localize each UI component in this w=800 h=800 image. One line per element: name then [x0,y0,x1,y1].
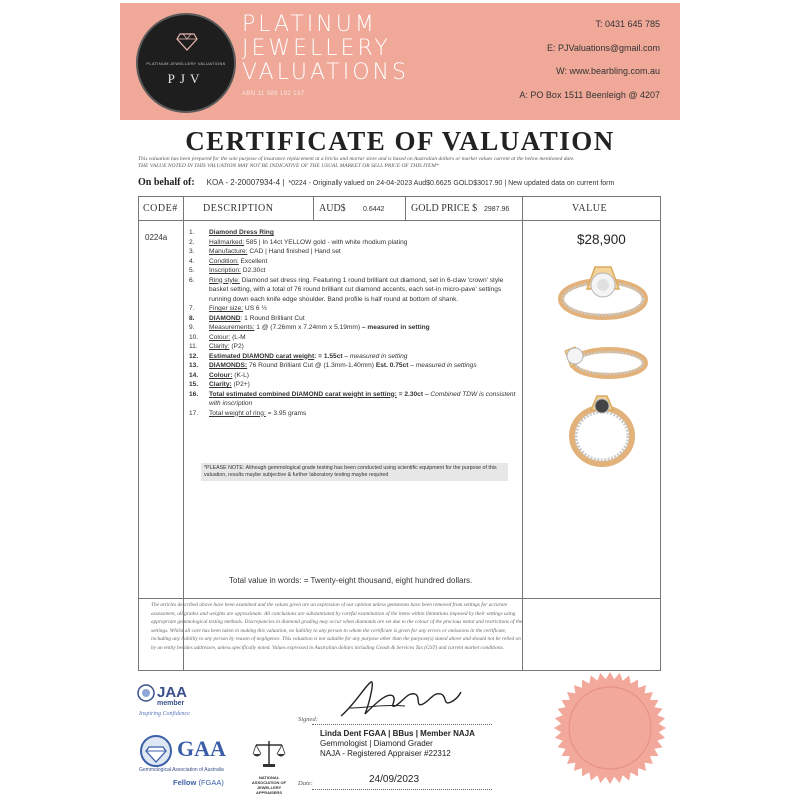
date-line [312,789,492,790]
item-label: Manufacture: [209,248,248,255]
contact-details [519,13,660,107]
divider [183,197,184,670]
gaa-fellow [173,778,224,787]
item-label: Ring style: [209,276,240,284]
list-item [189,247,519,257]
col-aud-value: 0.6442 [363,206,385,213]
item-label: DIAMOND [209,314,241,322]
contact-email: E: PJValuations@gmail.com [546,42,660,53]
list-item [189,390,519,409]
abn: ABN 11 589 192 137 [242,91,305,97]
signer-details [320,729,475,759]
list-item [189,371,519,381]
gaa-emblem-icon [139,734,173,768]
item-label: DIAMONDS: [209,362,248,369]
item-text: = 2.30ct [396,390,424,398]
item-text: 1 @ (7.26mm x 7.24mm x 5.19mm) [254,324,362,331]
list-item [189,352,519,362]
list-item [189,409,519,419]
item-label: Total estimated combined DIAMOND carat weight in setting: [209,390,397,398]
disclaimer-line-2: THE VALUE NOTED IN THIS VALUATION MAY NOT BE INDICATIVE OF THE USUAL MARKET OR SELL PRICE OF THIS ITEM* [138,163,439,169]
item-text: US 6 ½ [243,305,267,312]
logo-initials: PJV [167,71,205,86]
disclaimer [138,156,668,170]
gaa-fellow-label: Fellow [173,778,197,787]
list-item [189,304,519,314]
item-note: – measured in setting [342,352,408,360]
jaa-globe-icon [137,684,155,702]
item-number: 10. [189,333,199,341]
list-item [189,342,519,352]
certificate-seal [550,668,670,788]
signature-line [312,724,492,725]
list-item [189,266,519,276]
scales-icon [252,738,286,768]
item-label: Clarity: [209,343,230,350]
naja-logo [246,738,292,795]
gaa-text: GAA [177,736,226,761]
behalf-note: *0224 - Originally valued on 24-04-2023 Aud$0.6625 GOLD$3017.90 | New updated data on current form [288,180,615,187]
signature [335,674,465,724]
list-item [189,228,519,238]
item-number: 15. [189,381,199,388]
item-text: (P2+) [231,381,250,388]
item-description-list [189,228,519,418]
brand-name [242,13,409,85]
item-text: : 1 Round Brilliant Cut [240,314,305,322]
item-number: 11. [189,343,198,350]
col-code: CODE# [143,203,178,214]
list-item [189,361,519,371]
brand-line-3: VALUATIONS [242,60,409,85]
item-text: 585 | In 14ct YELLOW gold - with white rhodium plating [244,238,408,246]
col-description: DESCRIPTION [203,203,274,214]
signer-registration: NAJA - Registered Appraiser #22312 [320,749,451,758]
item-text: (P2) [229,343,244,350]
item-text: 76 Round Brilliant Cut @ (1.3mm-1.40mm) [247,362,376,369]
item-label: Condition: [209,257,239,265]
item-label: Colour: [209,333,231,341]
item-label: Hallmarked: [209,238,245,246]
item-note: – measured in settings [408,362,477,369]
letterhead [120,3,680,120]
page-title: CERTIFICATE OF VALUATION [185,126,615,156]
gaa-fellow-abbr: (FGAA) [198,778,224,787]
item-emphasis: – measured in setting [361,324,430,331]
item-number: 12. [189,352,199,360]
item-label: Colour: [209,371,233,379]
naja-label: NATIONAL ASSOCIATION OF JEWELLERY APPRAISERS [251,775,287,795]
brand-line-1: PLATINUM [242,12,377,37]
item-emphasis: Est. 0.75ct [375,362,409,369]
item-number: 3. [189,248,195,255]
list-item [189,276,519,305]
item-number: 5. [189,267,195,274]
ring-photo-front [567,392,637,468]
signer-title: Gemmologist | Diamond Grader [320,739,433,748]
jaa-text: JAA [157,684,188,701]
item-text: (K-L) [232,371,249,379]
logo-ring-text: PLATINUM JEWELLERY VALUATIONS [146,61,226,66]
item-value: $28,900 [577,232,626,247]
col-gold-value: 2987.96 [484,206,510,213]
item-label: Measurements: [209,324,255,331]
date-label: Date: [298,780,313,787]
item-text: D2.30ct [240,267,266,274]
item-text: Excellent [238,257,268,265]
jaa-tagline: Inspiring Confidence [139,711,190,717]
item-number: 16. [189,390,199,398]
legal-disclaimer: The articles described above have been examined and the values given are an expression of our opinion unless gemstones have been removed from settings for accurate assessment, all grades and weights are approximate. All conclusions are substantiated by careful examination of the items within limitations imposed by their settings using appropriate gemmological testing methods. Discrepancies in diamond grading may occur when diamonds are set due to the colour of the precious metal and restrictions of the settings. Whilst all care has been taken in making this valuation, no liability to any person to whom the certificate is given for any errors or omissions in the certificate, including any liability to any person by reason of negligence. This valuation is not suitable for any purpose other than the purpose(s) stated above and should not be relied on by an entity besides addressee, unless specifically noted. Values expressed in Australian dollars including Goods & Services Tax (GST) and current market conditions. [151,602,523,651]
col-gold-label: GOLD PRICE $ [411,203,478,214]
total-in-words: Total value in words: = Twenty-eight thousand, eight hundred dollars. [229,576,473,585]
signed-label: Signed: [298,716,318,723]
pjv-logo [136,13,236,113]
contact-address: A: PO Box 1511 Beenleigh @ 4207 [519,89,660,100]
item-label: Clarity: [209,381,232,388]
disclaimer-line-1: This valuation has been prepared for the sole purpose of insurance replacement at a bricks and mortar store and is based on Australian dollars or market values current at the below mentioned date. [138,156,575,162]
item-number: 17. [189,409,199,417]
item-label: Finger size: [209,305,244,312]
ring-photo-side [557,337,649,387]
item-number: 1. [189,229,195,236]
col-value: VALUE [572,203,608,214]
testing-note: *PLEASE NOTE: Although gemmological grade testing has been conducted using scientific equipment for the purpose of this valuation, results maybe subjective & further laboratory testing maybe required [201,463,508,481]
col-aud-label: AUD$ [319,203,346,214]
date-value: 24/09/2023 [369,774,420,785]
item-label: Total weight of ring: [209,409,266,417]
list-item [189,323,519,333]
item-label: Inscription: [209,267,241,274]
behalf-line [138,177,678,188]
list-item [189,257,519,267]
item-label: Diamond Dress Ring [209,229,274,236]
item-label: Estimated DIAMOND carat weight [209,352,315,360]
valuation-table [138,196,661,671]
item-text: (L-M [230,333,246,341]
contact-web: W: www.bearbling.com.au [556,66,660,76]
list-item [189,314,519,324]
item-code: 0224a [145,233,168,242]
item-number: 13. [189,362,199,369]
list-item [189,238,519,248]
contact-phone: T: 0431 645 785 [595,19,660,29]
divider [405,197,406,221]
behalf-ref: KOA - 2-20007934-4 | [206,178,285,187]
list-item [189,380,519,390]
item-text: = 3.95 grams [265,409,307,417]
item-number: 9. [189,324,195,331]
item-text: CAD | Hand finished | Hand set [247,248,341,255]
divider [313,197,314,221]
item-text: : = 1.55ct [314,352,343,360]
gaa-subtitle: Gemmological Association of Australia [139,767,224,773]
divider [522,197,523,670]
diamond-icon [176,33,198,54]
signer-name: Linda Dent FGAA | BBus | Member NAJA [320,729,475,738]
divider [139,598,660,599]
list-item [189,333,519,343]
item-number: 14. [189,371,199,379]
item-number: 8. [189,314,195,322]
behalf-label: On behalf of: [138,177,195,188]
ring-photo-top [557,259,649,337]
item-number: 7. [189,305,195,312]
item-text: Diamond set dress ring. Featuring 1 round brilliant cut diamond, set in 6-claw 'crown' style basket setting, with a total of 76 round brilliant cut diamond accents, each set-in micro-pave' settings running down each knife edge shoulder. Band profile is half round at bottom of shank. [209,276,504,303]
item-number: 2. [189,238,195,246]
jaa-member-text: member [157,700,185,707]
item-number: 4. [189,257,195,265]
brand-line-2: JEWELLERY [242,36,391,61]
item-note: – Combined TDW is consistent with inscription [209,390,516,407]
item-number: 6. [189,276,195,284]
